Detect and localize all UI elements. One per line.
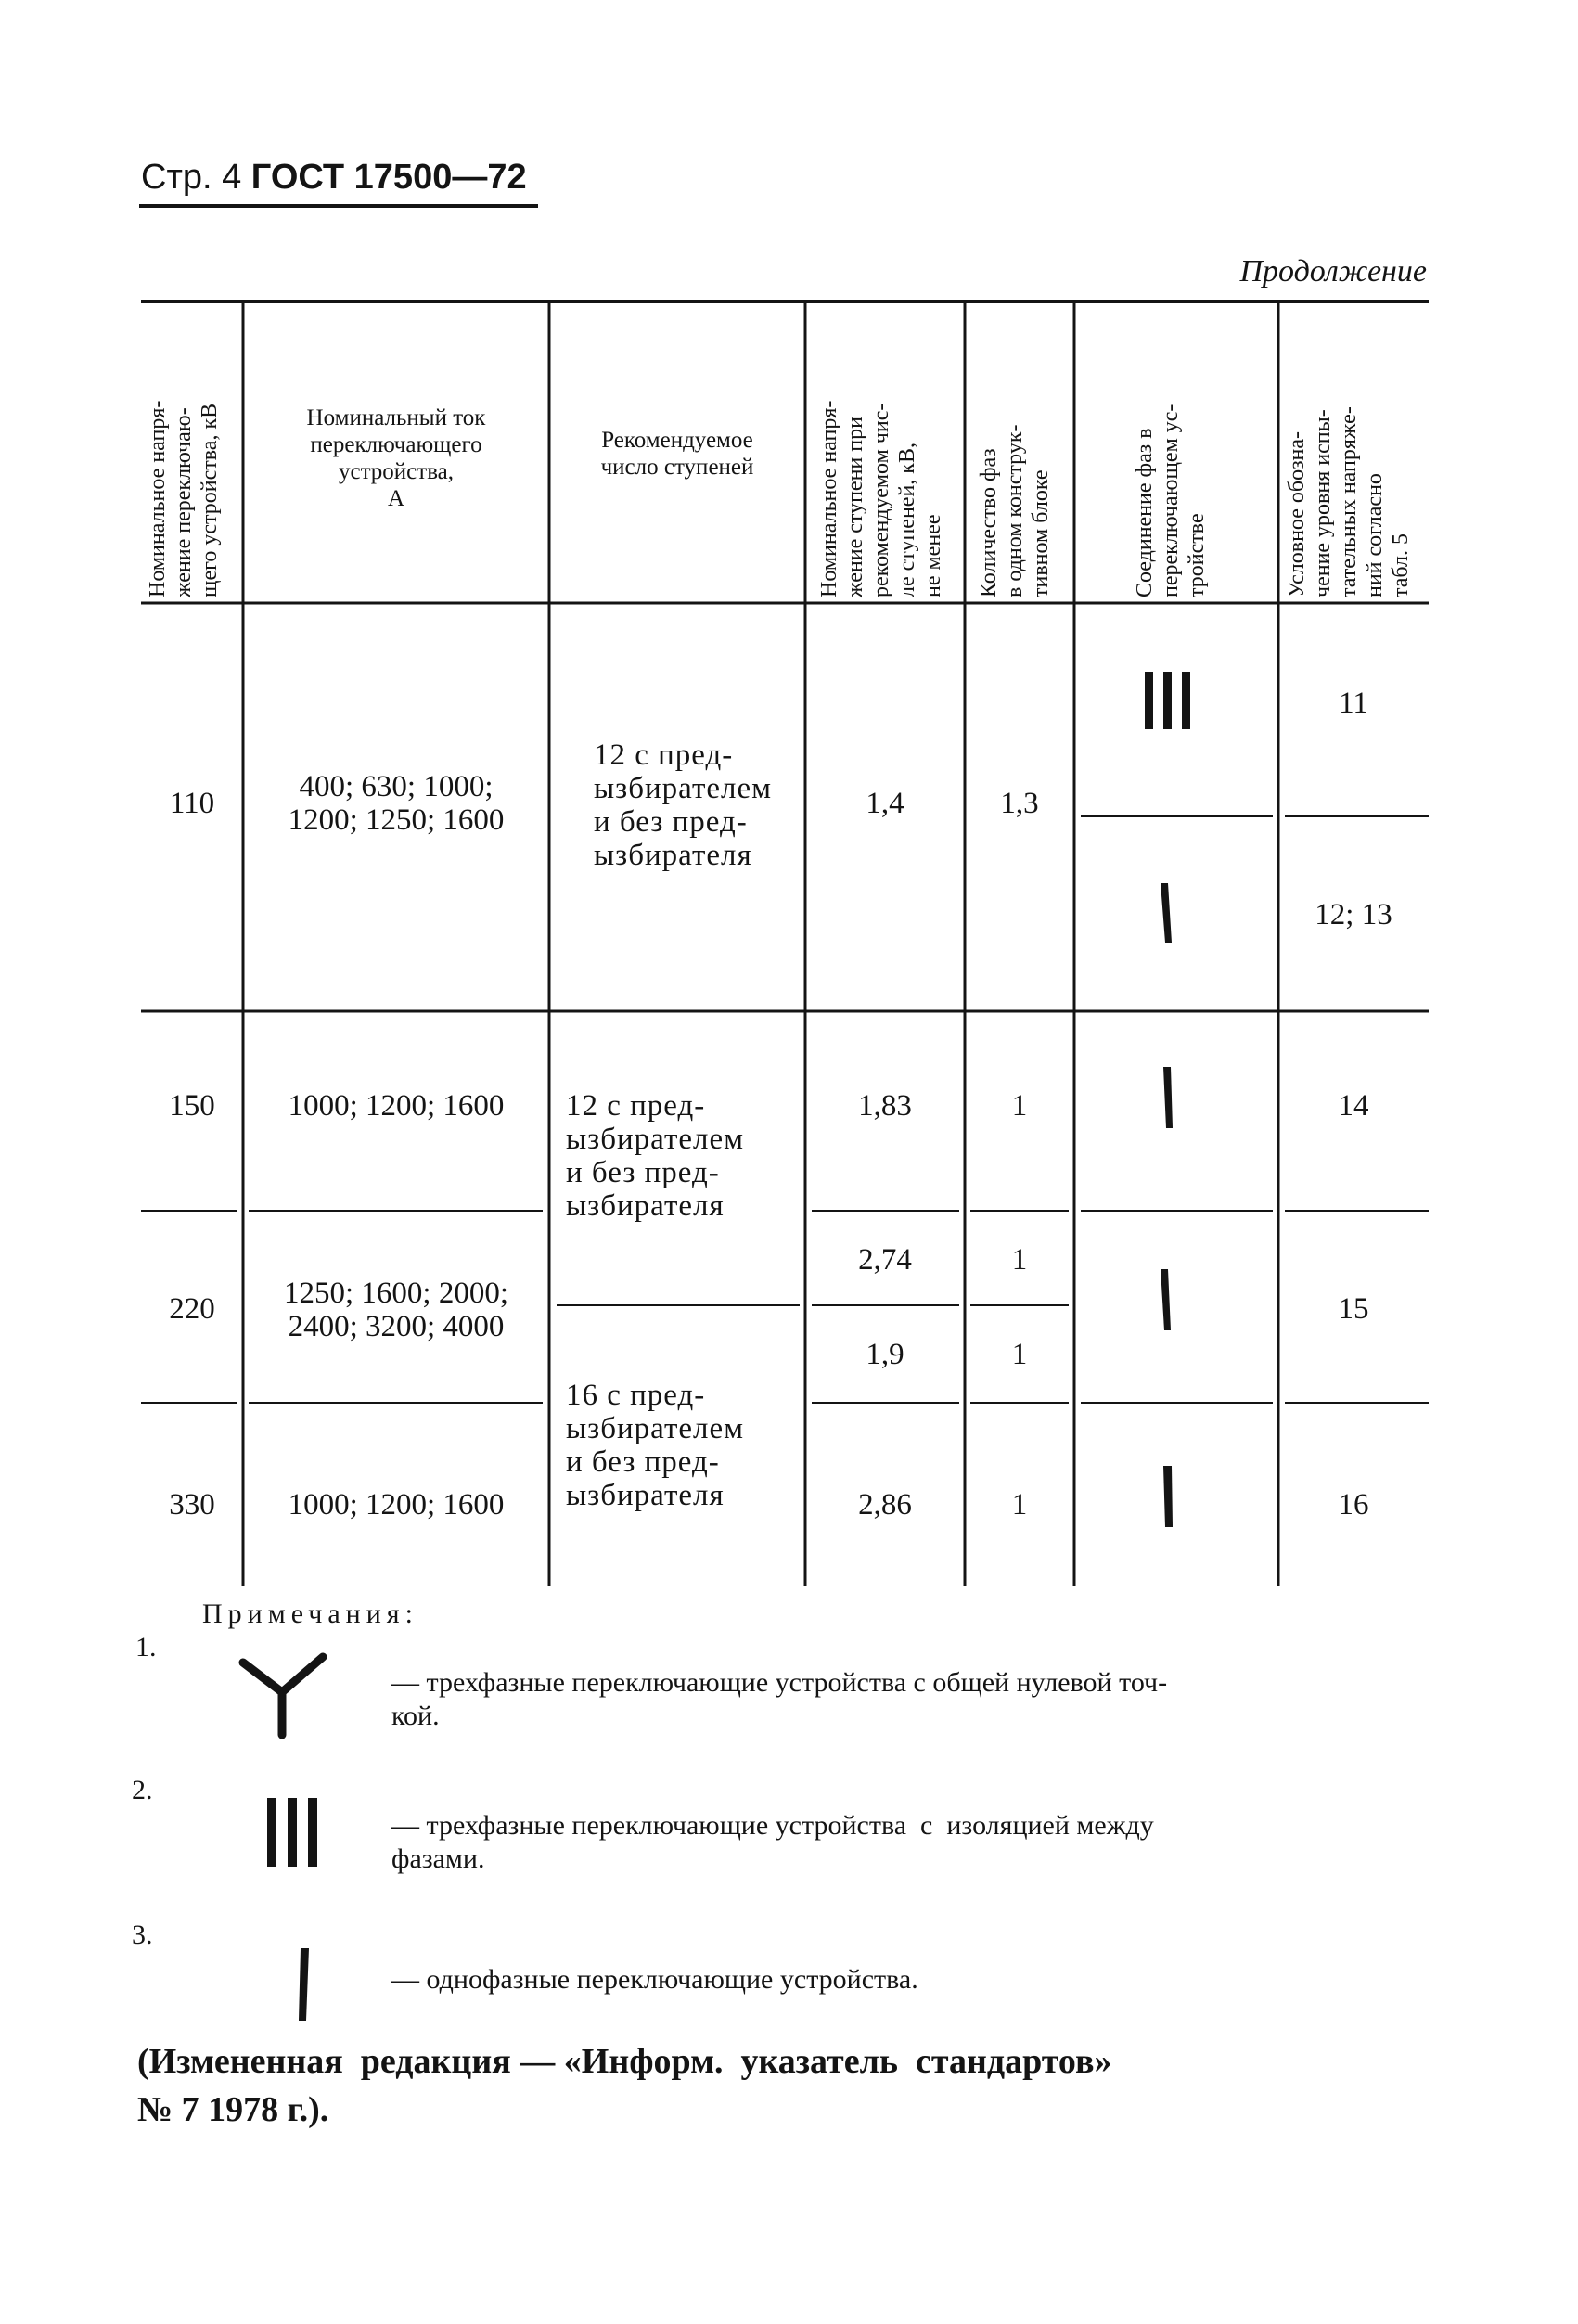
cell-phases-220-a: 1 xyxy=(1011,1243,1028,1277)
cell-steps-110: 12 с пред- ызбирателем и без пред- ызбирателя xyxy=(594,738,773,872)
cell-step-voltage-330: 2,86 xyxy=(858,1488,912,1522)
cell-phases-330: 1 xyxy=(1011,1488,1028,1522)
notes-title: Примечания: xyxy=(202,1599,418,1629)
cell-current-110: 400; 630; 1000; 1200; 1250; 1600 xyxy=(288,770,505,837)
header-level: Условное обозна- чение уровня испы- тательных напряже- ний согласно табл. 5 xyxy=(1285,406,1413,597)
note-3-text: — однофазные переключающие устройства. xyxy=(391,1964,918,1995)
single-bar-icon xyxy=(1160,1464,1180,1531)
single-bar-icon xyxy=(1160,1065,1178,1132)
three-bars-icon xyxy=(265,1796,321,1870)
cell-current-220: 1250; 1600; 2000; 2400; 3200; 4000 xyxy=(283,1277,508,1343)
cell-phases-220-b: 1 xyxy=(1011,1338,1028,1371)
cell-level-110-b: 12; 13 xyxy=(1315,898,1392,931)
header-connection: Соединение фаз в переключающем ус- тройстве xyxy=(1133,404,1209,597)
cell-voltage-220: 220 xyxy=(169,1292,215,1326)
header-steps: Рекомендуемое число ступеней xyxy=(600,428,754,480)
header-cell-level xyxy=(1282,312,1427,597)
note-3-number: 3. xyxy=(132,1920,153,1950)
cell-phases-150: 1 xyxy=(1011,1089,1028,1123)
single-bar-icon xyxy=(1158,1267,1176,1334)
cell-step-voltage-150: 1,83 xyxy=(858,1089,912,1123)
amendment-note: (Измененная редакция — «Информ. указатель стандартов» № 7 1978 г.). xyxy=(137,2042,1112,2129)
cell-current-150: 1000; 1200; 1600 xyxy=(288,1089,505,1123)
continuation-label: Продолжение xyxy=(1239,254,1427,289)
cell-level-150: 14 xyxy=(1338,1089,1369,1123)
cell-step-voltage-220-b: 1,9 xyxy=(866,1338,904,1371)
header-cell-phases xyxy=(969,312,1072,597)
header-cell-step-voltage xyxy=(809,312,961,597)
standard-number: ГОСТ 17500—72 xyxy=(250,158,527,197)
header-phases: Количество фаз в одном конструк- тивном блоке xyxy=(977,424,1053,597)
page-label: Стр. 4 xyxy=(141,158,242,197)
y-connection-icon xyxy=(237,1651,330,1739)
note-1-number: 1. xyxy=(135,1632,157,1663)
cell-voltage-150: 150 xyxy=(169,1089,215,1123)
cell-steps-150: 12 с пред- ызбирателем и без пред- ызбирателя xyxy=(566,1089,745,1223)
header-cell-voltage xyxy=(148,312,241,597)
header-current: Номинальный ток переключающего устройства, А xyxy=(306,405,486,511)
cell-step-voltage-220-a: 2,74 xyxy=(858,1243,912,1277)
cell-voltage-110: 110 xyxy=(169,787,215,820)
cell-steps-330: 16 с пред- ызбирателем и без пред- ызбирателя xyxy=(566,1379,745,1512)
note-1-text: — трехфазные переключающие устройства с общей нулевой точ- кой. xyxy=(391,1667,1168,1731)
header-voltage: Номинальное напря- жение переключаю- щего устройства, кВ xyxy=(146,400,222,597)
header-step-voltage: Номинальное напря- жение ступени при рекомендуемом чис- ле ступеней, кВ, не менее xyxy=(817,400,945,597)
note-2-text: — трехфазные переключающие устройства с изоляцией между фазами. xyxy=(391,1810,1154,1874)
note-2-number: 2. xyxy=(132,1775,153,1805)
cell-level-220: 15 xyxy=(1338,1292,1369,1326)
cell-step-voltage-110: 1,4 xyxy=(866,787,904,820)
single-bar-icon xyxy=(1158,881,1176,946)
cell-current-330: 1000; 1200; 1600 xyxy=(288,1488,505,1522)
single-bar-icon xyxy=(293,1946,315,2024)
cell-level-110-a: 11 xyxy=(1339,687,1368,720)
cell-voltage-330: 330 xyxy=(169,1488,215,1522)
cell-level-330: 16 xyxy=(1338,1488,1369,1522)
header-cell-connection xyxy=(1078,312,1277,597)
three-bars-icon xyxy=(1143,670,1193,733)
cell-phases-110: 1,3 xyxy=(1000,787,1039,820)
